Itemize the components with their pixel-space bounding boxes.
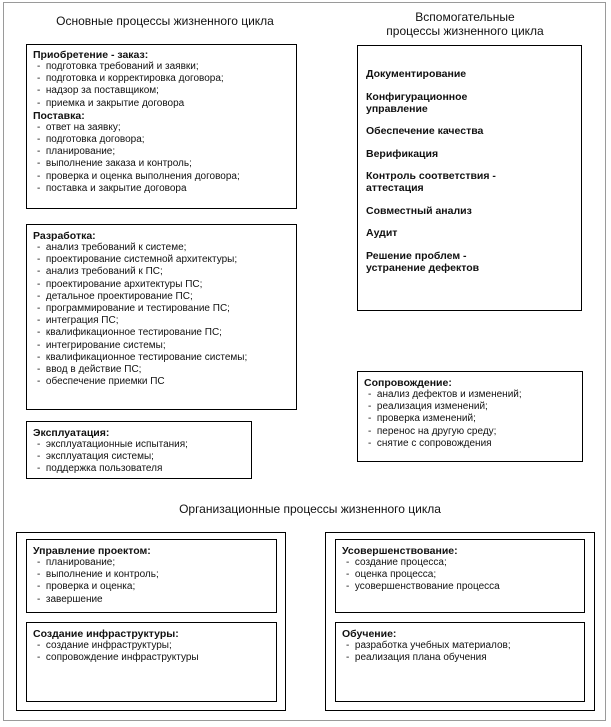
aux-item-verification: Верификация bbox=[366, 147, 439, 160]
aux-item-joint-review: Совместный анализ bbox=[366, 204, 472, 217]
maintenance-list bbox=[364, 389, 576, 450]
training-list bbox=[342, 640, 578, 664]
list-item: - планирование; bbox=[37, 146, 290, 158]
list-item: - проверка изменений; bbox=[368, 413, 576, 425]
main-processes-heading: Основные процессы жизненного цикла bbox=[56, 14, 274, 28]
list-item: - создание инфраструктуры; bbox=[37, 640, 270, 652]
infrastructure-list bbox=[33, 640, 270, 664]
list-item: - квалификационное тестирование ПС; bbox=[37, 327, 290, 339]
list-item: - создание процесса; bbox=[346, 557, 578, 569]
list-item: - эксплуатация системы; bbox=[37, 451, 245, 463]
project-mgmt-list bbox=[33, 557, 270, 606]
list-item: - поддержка пользователя bbox=[37, 463, 245, 475]
auxiliary-list bbox=[366, 68, 573, 274]
list-item: - снятие с сопровождения bbox=[368, 438, 576, 450]
list-item: - надзор за поставщиком; bbox=[37, 85, 290, 97]
improvement-box bbox=[335, 539, 585, 613]
operation-box bbox=[26, 421, 252, 479]
infrastructure-title: Создание инфраструктуры: bbox=[33, 628, 179, 640]
aux-item-configuration: Конфигурационное управление bbox=[366, 90, 468, 115]
list-item: - выполнение и контроль; bbox=[37, 569, 270, 581]
supply-title: Поставка: bbox=[33, 109, 85, 122]
list-item: - подготовка и корректировка договора; bbox=[37, 73, 290, 85]
list-item: - подготовка требований и заявки; bbox=[37, 61, 290, 73]
aux-item-audit: Аудит bbox=[366, 227, 398, 239]
list-item: - эксплуатационные испытания; bbox=[37, 439, 245, 451]
operation-title: Эксплуатация: bbox=[33, 427, 110, 439]
list-item: - проверка и оценка выполнения договора; bbox=[37, 171, 290, 183]
list-item: - квалификационное тестирование системы; bbox=[37, 352, 290, 364]
development-list bbox=[33, 242, 290, 388]
aux-item-problem-resolution: Решение проблем - устранение дефектов bbox=[366, 249, 480, 274]
acquisition-list bbox=[33, 61, 290, 110]
maintenance-title: Сопровождение: bbox=[364, 377, 452, 389]
list-item: - перенос на другую среду; bbox=[368, 426, 576, 438]
development-box bbox=[26, 224, 297, 410]
project-mgmt-title: Управление проектом: bbox=[33, 545, 151, 557]
auxiliary-box bbox=[357, 45, 582, 311]
list-item: - проверка и оценка; bbox=[37, 581, 270, 593]
aux-item-validation: Контроль соответствия - аттестация bbox=[366, 170, 496, 194]
aux-item-quality: Обеспечение качества bbox=[366, 125, 484, 137]
supply-list bbox=[33, 122, 290, 195]
list-item: - реализация изменений; bbox=[368, 401, 576, 413]
list-item: - ввод в действие ПС; bbox=[37, 364, 290, 376]
list-item: - проектирование архитектуры ПС; bbox=[37, 279, 290, 291]
maintenance-box bbox=[357, 371, 583, 462]
org-processes-heading: Организационные процессы жизненного цикла bbox=[179, 502, 441, 516]
improvement-list bbox=[342, 557, 578, 594]
list-item: - реализация плана обучения bbox=[346, 652, 578, 664]
list-item: - завершение bbox=[37, 594, 270, 606]
list-item: - анализ дефектов и изменений; bbox=[368, 389, 576, 401]
list-item: - разработка учебных материалов; bbox=[346, 640, 578, 652]
acquisition-title: Приобретение - заказ: bbox=[33, 49, 149, 61]
list-item: - анализ требований к ПС; bbox=[37, 266, 290, 278]
operation-list bbox=[33, 439, 245, 476]
project-mgmt-box bbox=[26, 539, 277, 613]
list-item: - интегрирование системы; bbox=[37, 340, 290, 352]
list-item: - поставка и закрытие договора bbox=[37, 183, 290, 195]
improvement-title: Усовершенствование: bbox=[342, 545, 458, 557]
list-item: - анализ требований к системе; bbox=[37, 242, 290, 254]
training-title: Обучение: bbox=[342, 628, 397, 640]
list-item: - подготовка договора; bbox=[37, 134, 290, 146]
development-title: Разработка: bbox=[33, 230, 96, 242]
acquisition-supply-box bbox=[26, 44, 297, 209]
list-item: - оценка процесса; bbox=[346, 569, 578, 581]
list-item: - выполнение заказа и контроль; bbox=[37, 158, 290, 170]
aux-item-documentation: Документирование bbox=[366, 68, 467, 80]
list-item: - обеспечение приемки ПС bbox=[37, 376, 290, 388]
list-item: - программирование и тестирование ПС; bbox=[37, 303, 290, 315]
list-item: - интеграция ПС; bbox=[37, 315, 290, 327]
training-box bbox=[335, 622, 585, 702]
infrastructure-box bbox=[26, 622, 277, 702]
list-item: - планирование; bbox=[37, 557, 270, 569]
list-item: - проектирование системной архитектуры; bbox=[37, 254, 290, 266]
list-item: - усовершенствование процесса bbox=[346, 581, 578, 593]
list-item: - приемка и закрытие договора bbox=[37, 98, 290, 110]
aux-heading-line2: процессы жизненного цикла bbox=[386, 24, 544, 38]
aux-processes-heading bbox=[350, 10, 580, 38]
aux-heading-line1: Вспомогательные bbox=[415, 10, 515, 24]
list-item: - сопровождение инфраструктуры bbox=[37, 652, 270, 664]
list-item: - детальное проектирование ПС; bbox=[37, 291, 290, 303]
list-item: - ответ на заявку; bbox=[37, 122, 290, 134]
